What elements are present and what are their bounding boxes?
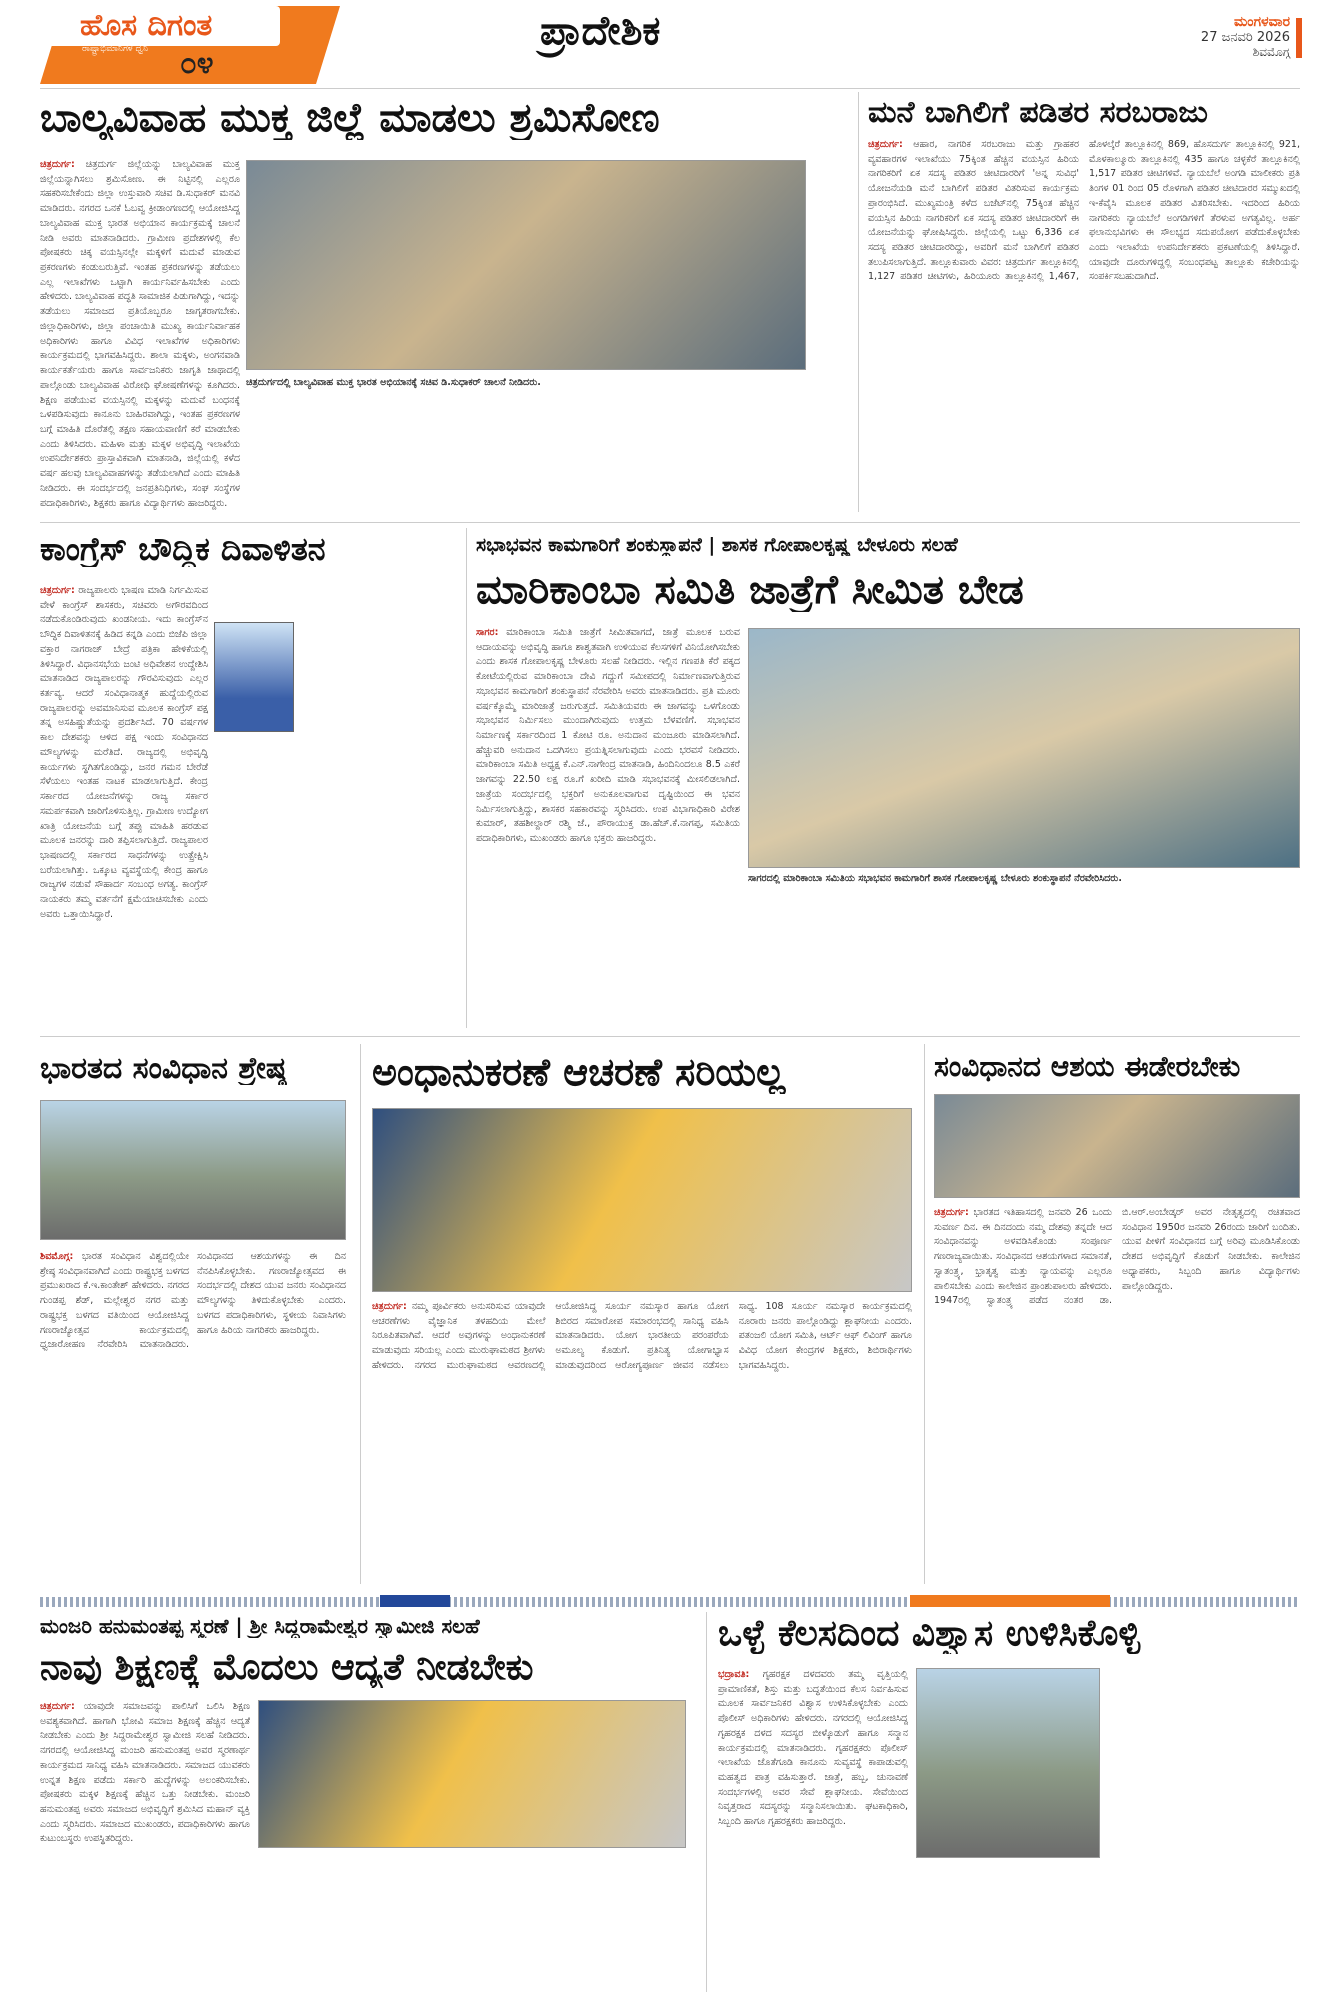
photo-caption: ಚಿತ್ರದುರ್ಗದಲ್ಲಿ ಬಾಲ್ಯವಿವಾಹ ಮುಕ್ತ ಭಾರತ ಅಭಿಯಾನಕ್ಕೆ ಸಚಿವ ಡಿ.ಸುಧಾಕರ್ ಚಾಲನೆ ನೀಡಿದರು. — [246, 377, 541, 388]
photo-caption: ಸಾಗರದಲ್ಲಿ ಮಾರಿಕಾಂಬಾ ಸಮಿತಿಯ ಸಭಾಭವನ ಕಾಮಗಾರಿಗೆ ಶಾಸಕ ಗೋಪಾಲಕೃಷ್ಣ ಬೇಳೂರು ಶಂಕುಸ್ಥಾಪನೆ ನೆರವೇರಿಸಿದರು. — [748, 873, 1122, 884]
headline: ಮಾರಿಕಾಂಬಾ ಸಮಿತಿ ಜಾತ್ರೆಗೆ ಸೀಮಿತ ಬೇಡ — [476, 568, 1024, 612]
article-text: ಮಾರಿಕಾಂಬಾ ಸಮಿತಿ ಜಾತ್ರೆಗೆ ಸೀಮಿತವಾಗದೆ, ಜಾತ್ರೆ ಮೂಲಕ ಬರುವ ಆದಾಯವನ್ನು ಅಭಿವೃದ್ಧಿ ಹಾಗೂ ಶಾಶ್ವತವಾಗಿ ಉಳಿಯುವ ಕೆಲಸಗಳಿಗೆ ವಿನಿಯೋಗಿಸಬೇಕು ಎಂದು ಶಾಸಕ ಗೋಪಾಲಕೃಷ್ಣ ಬೇಳೂರು ಸಲಹೆ ನೀಡಿದರು. ಇಲ್ಲಿನ ಗಣಪತಿ ಕೆರೆ ಪಕ್ಕದ ಕೋಟೆಯಲ್ಲಿರುವ ಮಾರಿಕಾಂಬಾ ದೇವಿ ಗದ್ದುಗೆ ಸಮೀಪದಲ್ಲಿ ನಿರ್ಮಾಣವಾಗುತ್ತಿರುವ ಸಭಾಭವನ ಕಾಮಗಾರಿಗೆ ಶಂಕುಸ್ಥಾಪನೆ ನೆರವೇರಿಸಿ ಅವರು ಮಾತನಾಡಿದರು. ಪ್ರತಿ ಮೂರು ವರ್ಷಕ್ಕೊಮ್ಮೆ ಮಾರಿಜಾತ್ರೆ ಜರುಗುತ್ತದೆ. ಸಮಿತಿಯವರು ಈ ಜಾಗವನ್ನು ಒಳಗೊಂಡು ಸಭಾಭವನ ನಿರ್ಮಿಸಲು ಮುಂದಾಗಿರುವುದು ಉತ್ತಮ ಬೆಳವಣಿಗೆ. ಸಭಾಭವನ ನಿರ್ಮಾಣಕ್ಕೆ ಸರ್ಕಾರದಿಂದ 1 ಕೋಟಿ ರೂ. ಅನುದಾನ ಮಂಜೂರು ಮಾಡಿಸಲಾಗಿದೆ. ಹೆಚ್ಚುವರಿ ಅನುದಾನ ಒದಗಿಸಲು ಪ್ರಯತ್ನಿಸಲಾಗುವುದು ಎಂದು ಭರವಸೆ ನೀಡಿದರು. ಮಾರಿಕಾಂಬಾ ಸಮಿತಿ ಅಧ್ಯಕ್ಷ ಕೆ.ಎನ್.ನಾಗೇಂದ್ರ ಮಾತನಾಡಿ, ಹಿಂದಿನಿಂದಲೂ 8.5 ಎಕರೆ ಜಾಗವನ್ನು 22.50 ಲಕ್ಷ ರೂ.ಗೆ ಖರೀದಿ ಮಾಡಿ ಸಭಾಭವನಕ್ಕೆ ಮೀಸಲಿಡಲಾಗಿದೆ. ಜಾತ್ರೆಯ ಸಂದರ್ಭದಲ್ಲಿ ಭಕ್ತರಿಗೆ ಅನುಕೂಲವಾಗುವ ದೃಷ್ಟಿಯಿಂದ ಈ ಭವನ ನಿರ್ಮಿಸಲಾಗುತ್ತಿದ್ದು, ಶಾಸಕರ ಸಹಕಾರವನ್ನು ಸ್ಮರಿಸಿದರು. ಉಪ ವಿಭಾಗಾಧಿಕಾರಿ ವಿರೇಶ ಕುಮಾರ್, ತಹಶೀಲ್ದಾರ್ ರಶ್ಮಿ ಜೆ., ಪೌರಾಯುಕ್ತ ಡಾ.ಹೆಚ್.ಕೆ.ನಾಗಪ್ಪ, ಸಮಿತಿಯ ಪದಾಧಿಕಾರಿಗಳು, ಮುಖಂಡರು ಹಾಗೂ ಭಕ್ತರು ಹಾಜರಿದ್ದರು. — [476, 627, 740, 845]
news-photo — [372, 1108, 912, 1292]
column-divider — [924, 1044, 925, 1584]
column-divider — [858, 92, 859, 512]
article-text: ಗೃಹರಕ್ಷಕ ದಳದವರು ತಮ್ಮ ವೃತ್ತಿಯಲ್ಲಿ ಪ್ರಾಮಾಣಿಕತೆ, ಶಿಸ್ತು ಮತ್ತು ಬದ್ಧತೆಯಿಂದ ಕೆಲಸ ನಿರ್ವಹಿಸುವ ಮೂಲಕ ಸಾರ್ವಜನಿಕರ ವಿಶ್ವಾಸ ಉಳಿಸಿಕೊಳ್ಳಬೇಕು ಎಂದು ಪೊಲೀಸ್ ಅಧಿಕಾರಿಗಳು ಹೇಳಿದರು. ನಗರದಲ್ಲಿ ಆಯೋಜಿಸಿದ್ದ ಗೃಹರಕ್ಷಕ ದಳದ ಸದಸ್ಯರ ಬೀಳ್ಕೊಡುಗೆ ಹಾಗೂ ಸನ್ಮಾನ ಕಾರ್ಯಕ್ರಮದಲ್ಲಿ ಮಾತನಾಡಿದರು. ಗೃಹರಕ್ಷಕರು ಪೊಲೀಸ್ ಇಲಾಖೆಯ ಜೊತೆಗೂಡಿ ಕಾನೂನು ಸುವ್ಯವಸ್ಥೆ ಕಾಪಾಡುವಲ್ಲಿ ಮಹತ್ವದ ಪಾತ್ರ ವಹಿಸುತ್ತಾರೆ. ಜಾತ್ರೆ, ಹಬ್ಬ, ಚುನಾವಣೆ ಸಂದರ್ಭಗಳಲ್ಲಿ ಅವರ ಸೇವೆ ಶ್ಲಾಘನೀಯ. ಸೇವೆಯಿಂದ ನಿವೃತ್ತರಾದ ಸದಸ್ಯರನ್ನು ಸನ್ಮಾನಿಸಲಾಯಿತು. ಘಟಕಾಧಿಕಾರಿ, ಸಿಬ್ಬಂದಿ ಹಾಗೂ ಗೃಹರಕ್ಷಕರು ಹಾಜರಿದ್ದರು. — [718, 1669, 908, 1828]
divider — [40, 522, 1300, 523]
article-text: ಯಾವುದೇ ಸಮಾಜವನ್ನು ಪಾಲಿಸಿಗೆ ಒಲಿಸಿ ಶಿಕ್ಷಣ ಅವಶ್ಯಕವಾಗಿದೆ. ಹಾಗಾಗಿ ಭೋವಿ ಸಮಾಜ ಶಿಕ್ಷಣಕ್ಕೆ ಹೆಚ್ಚಿನ ಆದ್ಯತೆ ನೀಡಬೇಕು ಎಂದು ಶ್ರೀ ಸಿದ್ದರಾಮೇಶ್ವರ ಸ್ವಾಮೀಜಿ ಸಲಹೆ ನೀಡಿದರು. ನಗರದಲ್ಲಿ ಆಯೋಜಿಸಿದ್ದ ಮಂಜರಿ ಹನುಮಂತಪ್ಪ ಅವರ ಸ್ಮರಣಾರ್ಥ ಕಾರ್ಯಕ್ರಮದ ಸಾನಿಧ್ಯ ವಹಿಸಿ ಮಾತನಾಡಿದರು. ಸಮಾಜದ ಯುವಕರು ಉನ್ನತ ಶಿಕ್ಷಣ ಪಡೆದು ಸರ್ಕಾರಿ ಹುದ್ದೆಗಳನ್ನು ಅಲಂಕರಿಸಬೇಕು. ಪೋಷಕರು ಮಕ್ಕಳ ಶಿಕ್ಷಣಕ್ಕೆ ಹೆಚ್ಚಿನ ಒತ್ತು ನೀಡಬೇಕು. ಮಂಜರಿ ಹನುಮಂತಪ್ಪ ಅವರು ಸಮಾಜದ ಅಭಿವೃದ್ಧಿಗೆ ಶ್ರಮಿಸಿದ ಮಹಾನ್ ವ್ಯಕ್ತಿ ಎಂದು ಸ್ಮರಿಸಿದರು. ಸಮಾಜದ ಮುಖಂಡರು, ಪದಾಧಿಕಾರಿಗಳು ಹಾಗೂ ಕುಟುಂಬಸ್ಥರು ಉಪಸ್ಥಿತರಿದ್ದರು. — [40, 1701, 250, 1845]
article-body — [934, 1206, 1300, 1580]
headline: ಬಾಲ್ಯವಿವಾಹ ಮುಕ್ತ ಜಿಲ್ಲೆ ಮಾಡಲು ಶ್ರಮಿಸೋಣ — [40, 96, 660, 140]
headline: ಸಂವಿಧಾನದ ಆಶಯ ಈಡೇರಬೇಕು — [934, 1052, 1241, 1083]
stripe-accent-blue — [380, 1595, 450, 1607]
dateline: ಚಿತ್ರದುರ್ಗ: — [40, 159, 75, 170]
date-box — [1170, 14, 1290, 60]
dateline: ಶಿವಮೊಗ್ಗ: — [40, 1251, 74, 1262]
article-body — [40, 1250, 346, 1580]
section-stripe — [40, 1597, 1300, 1607]
dateline: ಭದ್ರಾವತಿ: — [718, 1669, 750, 1680]
headline: ಮನೆ ಬಾಗಿಲಿಗೆ ಪಡಿತರ ಸರಬರಾಜು — [868, 96, 1208, 129]
article-body — [40, 584, 208, 1024]
headline: ನಾವು ಶಿಕ್ಷಣಕ್ಕೆ ಮೊದಲು ಆದ್ಯತೆ ನೀಡಬೇಕು — [40, 1648, 534, 1688]
kicker: ಸಭಾಭವನ ಕಾಮಗಾರಿಗೆ ಶಂಕುಸ್ಥಾಪನೆ | ಶಾಸಕ ಗೋಪಾಲಕೃಷ್ಣ ಬೇಳೂರು ಸಲಹೆ — [476, 534, 958, 556]
stripe-accent-orange — [910, 1595, 1110, 1607]
dateline: ಚಿತ್ರದುರ್ಗ: — [40, 585, 75, 596]
divider — [40, 88, 1300, 89]
logo-text: ಹೊಸ ದಿಗಂತ — [80, 8, 213, 43]
article-body-continued — [916, 1866, 1100, 1990]
section-title: ಪ್ರಾದೇಶಿಕ — [540, 8, 661, 54]
dateline: ಚಿತ್ರದುರ್ಗ: — [372, 1301, 407, 1312]
dateline: ಚಿತ್ರದುರ್ಗ: — [40, 1701, 75, 1712]
date-accent-bar — [1296, 18, 1302, 58]
article-body — [868, 138, 1300, 510]
page-number: ೦೪ — [180, 46, 214, 81]
headline: ಭಾರತದ ಸಂವಿಧಾನ ಶ್ರೇಷ್ಠ — [40, 1052, 287, 1085]
news-photo — [748, 628, 1300, 868]
article-text: ಆಹಾರ, ನಾಗರಿಕ ಸರಬರಾಜು ಮತ್ತು ಗ್ರಾಹಕರ ವ್ಯವಹಾರಗಳ ಇಲಾಖೆಯು 75ಕ್ಕಿಂತ ಹೆಚ್ಚಿನ ವಯಸ್ಸಿನ ಹಿರಿಯ ನಾಗರಿಕರಿಗೆ ಏಕ ಸದಸ್ಯ ಪಡಿತರ ಚೀಟಿದಾರರಿಗೆ 'ಅನ್ನ ಸುವಿಧ' ಯೋಜನೆಯಡಿ ಮನೆ ಬಾಗಿಲಿಗೆ ಪಡಿತರ ವಿತರಿಸುವ ಕಾರ್ಯಕ್ರಮ ಪ್ರಾರಂಭಿಸಿದೆ. ಮುಖ್ಯಮಂತ್ರಿ ಕಳೆದ ಬಜೆಟ್‌ನಲ್ಲಿ 75ಕ್ಕಿಂತ ಹೆಚ್ಚಿನ ವಯಸ್ಸಿನ ಹಿರಿಯ ನಾಗರಿಕರಿಗೆ ಏಕ ಸದಸ್ಯ ಪಡಿತರ ಚೀಟಿದಾರರಿಗೆ ಈ ಯೋಜನೆಯನ್ನು ಘೋಷಿಸಿದ್ದರು. ಜಿಲ್ಲೆಯಲ್ಲಿ ಒಟ್ಟು 6,336 ಏಕ ಸದಸ್ಯ ಪಡಿತರ ಚೀಟಿದಾರರಿದ್ದು, ಅವರಿಗೆ ಮನೆ ಬಾಗಿಲಿಗೆ ಪಡಿತರ ತಲುಪಿಸಲಾಗುತ್ತಿದೆ. ತಾಲ್ಲೂಕುವಾರು ವಿವರ: ಚಿತ್ರದುರ್ಗ ತಾಲ್ಲೂಕಿನಲ್ಲಿ 1,127 ಪಡಿತರ ಚೀಟಿಗಳು, ಹಿರಿಯೂರು ತಾಲ್ಲೂಕಿನಲ್ಲಿ 1,467, ಹೊಳಲ್ಕೆರೆ ತಾಲ್ಲೂಕಿನಲ್ಲಿ 869, ಹೊಸದುರ್ಗ ತಾಲ್ಲೂಕಿನಲ್ಲಿ 921, ಮೊಳಕಾಲ್ಮೂರು ತಾಲ್ಲೂಕಿನಲ್ಲಿ 435 ಹಾಗೂ ಚಳ್ಳಕೆರೆ ತಾಲ್ಲೂಕಿನಲ್ಲಿ 1,517 ಪಡಿತರ ಚೀಟಿಗಳಿವೆ. ನ್ಯಾಯಬೆಲೆ ಅಂಗಡಿ ಮಾಲೀಕರು ಪ್ರತಿ ತಿಂಗಳ 01 ರಿಂದ 05 ರೊಳಗಾಗಿ ಪಡಿತರ ಚೀಟಿದಾರರ ಸಮ್ಮುಖದಲ್ಲಿ ಇ-ಕೆವೈಸಿ ಮೂಲಕ ಪಡಿತರ ವಿತರಿಸಬೇಕು. ಇದರಿಂದ ಹಿರಿಯ ನಾಗರಿಕರು ನ್ಯಾಯಬೆಲೆ ಅಂಗಡಿಗಳಿಗೆ ತೆರಳುವ ಅಗತ್ಯವಿಲ್ಲ. ಅರ್ಹ ಫಲಾನುಭವಿಗಳು ಈ ಸೌಲಭ್ಯದ ಸದುಪಯೋಗ ಪಡೆದುಕೊಳ್ಳಬೇಕು ಎಂದು ಇಲಾಖೆಯ ಉಪನಿರ್ದೇಶಕರು ಪ್ರಕಟಣೆಯಲ್ಲಿ ತಿಳಿಸಿದ್ದಾರೆ. ಯಾವುದೇ ದೂರುಗಳಿದ್ದಲ್ಲಿ ಸಂಬಂಧಪಟ್ಟ ತಾಲ್ಲೂಕು ಕಚೇರಿಯನ್ನು ಸಂಪರ್ಕಿಸಬಹುದಾಗಿದೆ. — [868, 139, 1300, 283]
article-text: ಭಾರತದ ಇತಿಹಾಸದಲ್ಲಿ ಜನವರಿ 26 ಒಂದು ಸುವರ್ಣ ದಿನ. ಈ ದಿನದಂದು ನಮ್ಮ ದೇಶವು ತನ್ನದೇ ಆದ ಸಂವಿಧಾನವನ್ನು ಅಳವಡಿಸಿಕೊಂಡು ಸಂಪೂರ್ಣ ಗಣರಾಜ್ಯವಾಯಿತು. ಸಂವಿಧಾನದ ಆಶಯಗಳಾದ ಸಮಾನತೆ, ಸ್ವಾತಂತ್ರ್ಯ, ಭ್ರಾತೃತ್ವ ಮತ್ತು ನ್ಯಾಯವನ್ನು ಎಲ್ಲರೂ ಪಾಲಿಸಬೇಕು ಎಂದು ಕಾಲೇಜಿನ ಪ್ರಾಂಶುಪಾಲರು ಹೇಳಿದರು. 1947ರಲ್ಲಿ ಸ್ವಾತಂತ್ರ್ಯ ಪಡೆದ ನಂತರ ಡಾ. ಬಿ.ಆರ್.ಅಂಬೇಡ್ಕರ್ ಅವರ ನೇತೃತ್ವದಲ್ಲಿ ರಚಿತವಾದ ಸಂವಿಧಾನ 1950ರ ಜನವರಿ 26ರಂದು ಜಾರಿಗೆ ಬಂದಿತು. ಯುವ ಪೀಳಿಗೆ ಸಂವಿಧಾನದ ಬಗ್ಗೆ ಅರಿವು ಮೂಡಿಸಿಕೊಂಡು ದೇಶದ ಅಭಿವೃದ್ಧಿಗೆ ಕೊಡುಗೆ ನೀಡಬೇಕು. ಕಾಲೇಜಿನ ಅಧ್ಯಾಪಕರು, ಸಿಬ್ಬಂದಿ ಹಾಗೂ ವಿದ್ಯಾರ್ಥಿಗಳು ಪಾಲ್ಗೊಂಡಿದ್ದರು. — [934, 1207, 1300, 1307]
article-body-continued — [300, 584, 458, 1024]
issue-date: 27 ಜನವರಿ 2026 — [1200, 30, 1290, 45]
news-photo — [916, 1668, 1100, 1858]
portrait-photo — [214, 622, 294, 732]
column-divider — [360, 1044, 361, 1584]
article-body — [372, 1300, 912, 1580]
news-photo — [246, 160, 806, 370]
dateline: ಚಿತ್ರದುರ್ಗ: — [868, 139, 903, 150]
headline: ಒಳ್ಳೆ ಕೆಲಸದಿಂದ ವಿಶ್ವಾಸ ಉಳಿಸಿಕೊಳ್ಳಿ — [718, 1614, 1141, 1654]
news-photo — [934, 1094, 1300, 1198]
article-text: ನಮ್ಮ ಪೂರ್ವಿಕರು ಅನುಸರಿಸುವ ಯಾವುದೇ ಆಚರಣೆಗಳು ವೈಜ್ಞಾನಿಕ ತಳಹದಿಯ ಮೇಲೆ ನಿರೂಪಿತವಾಗಿವೆ. ಆದರೆ ಅವುಗಳನ್ನು ಅಂಧಾನುಕರಣೆ ಮಾಡುವುದು ಸರಿಯಲ್ಲ ಎಂದು ಮುರುಘಾಮಠದ ಶ್ರೀಗಳು ಹೇಳಿದರು. ನಗರದ ಮುರುಘಾಮಠದ ಆವರಣದಲ್ಲಿ ಆಯೋಜಿಸಿದ್ದ ಸೂರ್ಯ ನಮಸ್ಕಾರ ಹಾಗೂ ಯೋಗ ಶಿಬಿರದ ಸಮಾರೋಪ ಸಮಾರಂಭದಲ್ಲಿ ಸಾನಿಧ್ಯ ವಹಿಸಿ ಮಾತನಾಡಿದರು. ಯೋಗ ಭಾರತೀಯ ಪರಂಪರೆಯ ಅಮೂಲ್ಯ ಕೊಡುಗೆ. ಪ್ರತಿನಿತ್ಯ ಯೋಗಾಭ್ಯಾಸ ಮಾಡುವುದರಿಂದ ಆರೋಗ್ಯಪೂರ್ಣ ಜೀವನ ನಡೆಸಲು ಸಾಧ್ಯ. 108 ಸೂರ್ಯ ನಮಸ್ಕಾರ ಕಾರ್ಯಕ್ರಮದಲ್ಲಿ ನೂರಾರು ಜನರು ಪಾಲ್ಗೊಂಡಿದ್ದು ಶ್ಲಾಘನೀಯ ಎಂದರು. ಪತಂಜಲಿ ಯೋಗ ಸಮಿತಿ, ಆರ್ಟ್ ಆಫ್ ಲಿವಿಂಗ್ ಹಾಗೂ ವಿವಿಧ ಯೋಗ ಕೇಂದ್ರಗಳ ಶಿಕ್ಷಕರು, ಶಿಬಿರಾರ್ಥಿಗಳು ಭಾಗವಹಿಸಿದ್ದರು. — [372, 1301, 912, 1371]
divider — [40, 1036, 1300, 1037]
article-body — [40, 158, 240, 510]
article-body — [718, 1668, 908, 1990]
article-text: ರಾಜ್ಯಪಾಲರು ಭಾಷಣ ಮಾಡಿ ನಿರ್ಗಮಿಸುವ ವೇಳೆ ಕಾಂಗ್ರೆಸ್ ಶಾಸಕರು, ಸಚಿವರು ಅಗೌರವದಿಂದ ನಡೆದುಕೊಂಡಿರುವುದು ಖಂಡನೀಯ. ಇದು ಕಾಂಗ್ರೆಸ್‌ನ ಬೌದ್ಧಿಕ ದಿವಾಳಿತನಕ್ಕೆ ಹಿಡಿದ ಕನ್ನಡಿ ಎಂದು ಬಿಜೆಪಿ ಜಿಲ್ಲಾ ವಕ್ತಾರ ನಾಗರಾಜ್ ಬೇದ್ರೆ ಪತ್ರಿಕಾ ಹೇಳಿಕೆಯಲ್ಲಿ ತಿಳಿಸಿದ್ದಾರೆ. ವಿಧಾನಸಭೆಯ ಜಂಟಿ ಅಧಿವೇಶನ ಉದ್ದೇಶಿಸಿ ಮಾತನಾಡಿದ ರಾಜ್ಯಪಾಲರನ್ನು ಗೌರವಿಸುವುದು ಎಲ್ಲರ ಕರ್ತವ್ಯ. ಆದರೆ ಸಂವಿಧಾನಾತ್ಮಕ ಹುದ್ದೆಯಲ್ಲಿರುವ ರಾಜ್ಯಪಾಲರನ್ನು ಅವಮಾನಿಸುವ ಮೂಲಕ ಕಾಂಗ್ರೆಸ್ ಪಕ್ಷ ತನ್ನ ಅಸಹಿಷ್ಣುತೆಯನ್ನು ಪ್ರದರ್ಶಿಸಿದೆ. 70 ವರ್ಷಗಳ ಕಾಲ ದೇಶವನ್ನು ಆಳಿದ ಪಕ್ಷ ಇಂದು ಸಂವಿಧಾನದ ಮೌಲ್ಯಗಳನ್ನು ಮರೆತಿದೆ. ರಾಜ್ಯದಲ್ಲಿ ಅಭಿವೃದ್ಧಿ ಕಾರ್ಯಗಳು ಸ್ಥಗಿತಗೊಂಡಿದ್ದು, ಜನರ ಗಮನ ಬೇರೆಡೆ ಸೆಳೆಯಲು ಇಂತಹ ನಾಟಕ ಮಾಡಲಾಗುತ್ತಿದೆ. ಕೇಂದ್ರ ಸರ್ಕಾರದ ಯೋಜನೆಗಳನ್ನು ರಾಜ್ಯ ಸರ್ಕಾರ ಸಮರ್ಪಕವಾಗಿ ಜಾರಿಗೊಳಿಸುತ್ತಿಲ್ಲ. ಗ್ರಾಮೀಣ ಉದ್ಯೋಗ ಖಾತ್ರಿ ಯೋಜನೆಯ ಬಗ್ಗೆ ತಪ್ಪು ಮಾಹಿತಿ ಹರಡುವ ಮೂಲಕ ಜನರನ್ನು ದಾರಿ ತಪ್ಪಿಸಲಾಗುತ್ತಿದೆ. ರಾಜ್ಯಪಾಲರ ಭಾಷಣದಲ್ಲಿ ಸರ್ಕಾರದ ಸಾಧನೆಗಳನ್ನು ಉತ್ಪ್ರೇಕ್ಷಿಸಿ ಬರೆಯಲಾಗಿತ್ತು. ಒಕ್ಕೂಟ ವ್ಯವಸ್ಥೆಯಲ್ಲಿ ಕೇಂದ್ರ ಹಾಗೂ ರಾಜ್ಯಗಳ ನಡುವೆ ಸೌಹಾರ್ದ ಸಂಬಂಧ ಅಗತ್ಯ. ಕಾಂಗ್ರೆಸ್ ನಾಯಕರು ತಮ್ಮ ವರ್ತನೆಗೆ ಕ್ಷಮೆಯಾಚಿಸಬೇಕು ಎಂದು ಅವರು ಒತ್ತಾಯಿಸಿದ್ದಾರೆ. — [40, 585, 208, 920]
news-photo — [40, 1100, 346, 1240]
article-body-continued — [258, 1856, 686, 1990]
article-text: ಭಾರತ ಸಂವಿಧಾನ ವಿಶ್ವದಲ್ಲಿಯೇ ಶ್ರೇಷ್ಠ ಸಂವಿಧಾನವಾಗಿದೆ ಎಂದು ರಾಷ್ಟ್ರಭಕ್ತ ಬಳಗದ ಪ್ರಮುಖರಾದ ಕೆ.ಇ.ಕಾಂತೇಶ್ ಹೇಳಿದರು. ನಗರದ ಗುಂಡಪ್ಪ ಶೆಡ್, ಮಲ್ಲೇಶ್ವರ ನಗರ ಮತ್ತು ರಾಷ್ಟ್ರಭಕ್ತ ಬಳಗದ ವತಿಯಿಂದ ಆಯೋಜಿಸಿದ್ದ ಗಣರಾಜ್ಯೋತ್ಸವ ಕಾರ್ಯಕ್ರಮದಲ್ಲಿ ಧ್ವಜಾರೋಹಣ ನೆರವೇರಿಸಿ ಮಾತನಾಡಿದರು. ಸಂವಿಧಾನದ ಆಶಯಗಳನ್ನು ಈ ದಿನ ನೆನಪಿಸಿಕೊಳ್ಳಬೇಕು. ಗಣರಾಜ್ಯೋತ್ಸವದ ಈ ಸಂದರ್ಭದಲ್ಲಿ ದೇಶದ ಯುವ ಜನರು ಸಂವಿಧಾನದ ಮೌಲ್ಯಗಳನ್ನು ತಿಳಿದುಕೊಳ್ಳಬೇಕು ಎಂದರು. ಬಳಗದ ಪದಾಧಿಕಾರಿಗಳು, ಸ್ಥಳೀಯ ನಿವಾಸಿಗಳು ಹಾಗೂ ಹಿರಿಯ ನಾಗರಿಕರು ಹಾಜರಿದ್ದರು. — [40, 1251, 346, 1351]
weekday: ಮಂಗಳವಾರ — [1233, 14, 1290, 30]
article-body-continued — [1108, 1668, 1300, 1990]
logo-tagline: ರಾಷ್ಟ್ರಾಭಿಮಾನಿಗಳ ಧ್ವನಿ — [82, 44, 148, 54]
dateline: ಸಾಗರ: — [476, 627, 499, 638]
article-body — [476, 626, 740, 1026]
article-text: ಚಿತ್ರದುರ್ಗ ಜಿಲ್ಲೆಯನ್ನು ಬಾಲ್ಯವಿವಾಹ ಮುಕ್ತ ಜಿಲ್ಲೆಯನ್ನಾಗಿಸಲು ಶ್ರಮಿಸೋಣ. ಈ ನಿಟ್ಟಿನಲ್ಲಿ ಎಲ್ಲರೂ ಸಹಕರಿಸಬೇಕೆಂದು ಜಿಲ್ಲಾ ಉಸ್ತುವಾರಿ ಸಚಿವ ಡಿ.ಸುಧಾಕರ್ ಮನವಿ ಮಾಡಿದರು. ನಗರದ ಒನಕೆ ಓಬವ್ವ ಕ್ರೀಡಾಂಗಣದಲ್ಲಿ ಆಯೋಜಿಸಿದ್ದ ಬಾಲ್ಯವಿವಾಹ ಮುಕ್ತ ಭಾರತ ಅಭಿಯಾನ ಕಾರ್ಯಕ್ರಮಕ್ಕೆ ಚಾಲನೆ ನೀಡಿ ಅವರು ಮಾತನಾಡಿದರು. ಗ್ರಾಮೀಣ ಪ್ರದೇಶಗಳಲ್ಲಿ ಕೆಲ ಪೋಷಕರು ಚಿಕ್ಕ ವಯಸ್ಸಿನಲ್ಲೇ ಮಕ್ಕಳಿಗೆ ಮದುವೆ ಮಾಡುವ ಪ್ರಕರಣಗಳು ಕಂಡುಬರುತ್ತಿವೆ. ಇಂತಹ ಪ್ರಕರಣಗಳನ್ನು ತಡೆಯಲು ಎಲ್ಲ ಇಲಾಖೆಗಳು ಒಟ್ಟಾಗಿ ಕಾರ್ಯನಿರ್ವಹಿಸಬೇಕು ಎಂದು ಹೇಳಿದರು. ಬಾಲ್ಯವಿವಾಹ ಪದ್ಧತಿ ಸಾಮಾಜಿಕ ಪಿಡುಗಾಗಿದ್ದು, ಇದನ್ನು ತಡೆಯಲು ಸಮಾಜದ ಪ್ರತಿಯೊಬ್ಬರೂ ಜಾಗೃತರಾಗಬೇಕು. ಜಿಲ್ಲಾಧಿಕಾರಿಗಳು, ಜಿಲ್ಲಾ ಪಂಚಾಯಿತಿ ಮುಖ್ಯ ಕಾರ್ಯನಿರ್ವಾಹಕ ಅಧಿಕಾರಿಗಳು ಹಾಗೂ ವಿವಿಧ ಇಲಾಖೆಗಳ ಅಧಿಕಾರಿಗಳು ಕಾರ್ಯಕ್ರಮದಲ್ಲಿ ಭಾಗವಹಿಸಿದ್ದರು. ಶಾಲಾ ಮಕ್ಕಳು, ಅಂಗನವಾಡಿ ಕಾರ್ಯಕರ್ತೆಯರು ಹಾಗೂ ಸಾರ್ವಜನಿಕರು ಜಾಗೃತಿ ಜಾಥಾದಲ್ಲಿ ಪಾಲ್ಗೊಂಡು ಬಾಲ್ಯವಿವಾಹ ವಿರೋಧಿ ಘೋಷಣೆಗಳನ್ನು ಕೂಗಿದರು. ಶಿಕ್ಷಣ ಪಡೆಯುವ ವಯಸ್ಸಿನಲ್ಲಿ ಮಕ್ಕಳನ್ನು ಮದುವೆ ಬಂಧನಕ್ಕೆ ಒಳಪಡಿಸುವುದು ಕಾನೂನು ಬಾಹಿರವಾಗಿದ್ದು, ಇಂತಹ ಪ್ರಕರಣಗಳ ಬಗ್ಗೆ ಮಾಹಿತಿ ದೊರೆತಲ್ಲಿ ತಕ್ಷಣ ಸಹಾಯವಾಣಿಗೆ ಕರೆ ಮಾಡಬೇಕು ಎಂದು ತಿಳಿಸಿದರು. ಮಹಿಳಾ ಮತ್ತು ಮಕ್ಕಳ ಅಭಿವೃದ್ಧಿ ಇಲಾಖೆಯ ಉಪನಿರ್ದೇಶಕರು ಪ್ರಾಸ್ತಾವಿಕವಾಗಿ ಮಾತನಾಡಿ, ಜಿಲ್ಲೆಯಲ್ಲಿ ಕಳೆದ ವರ್ಷ ಹಲವು ಬಾಲ್ಯವಿವಾಹಗಳನ್ನು ತಡೆಯಲಾಗಿದೆ ಎಂದು ಮಾಹಿತಿ ನೀಡಿದರು. ಈ ಸಂದರ್ಭದಲ್ಲಿ ಜನಪ್ರತಿನಿಧಿಗಳು, ಸಂಘ ಸಂಸ್ಥೆಗಳ ಪದಾಧಿಕಾರಿಗಳು, ಶಿಕ್ಷಕರು ಹಾಗೂ ವಿದ್ಯಾರ್ಥಿಗಳು ಹಾಜರಿದ್ದರು. — [40, 159, 240, 509]
headline: ಅಂಧಾನುಕರಣೆ ಆಚರಣೆ ಸರಿಯಲ್ಲ — [372, 1052, 786, 1094]
column-divider — [706, 1612, 707, 1992]
kicker: ಮಂಜರಿ ಹನುಮಂತಪ್ಪ ಸ್ಮರಣೆ | ಶ್ರೀ ಸಿದ್ದರಾಮೇಶ್ವರ ಸ್ವಾಮೀಜಿ ಸಲಹೆ — [40, 1614, 480, 1638]
headline: ಕಾಂಗ್ರೆಸ್ ಬೌದ್ಧಿಕ ದಿವಾಳಿತನ — [40, 532, 326, 568]
edition-city: ಶಿವಮೊಗ್ಗ — [1252, 45, 1290, 59]
column-divider — [466, 528, 467, 1028]
news-photo — [258, 1700, 686, 1848]
dateline: ಚಿತ್ರದುರ್ಗ: — [934, 1207, 969, 1218]
article-body — [40, 1700, 250, 1990]
